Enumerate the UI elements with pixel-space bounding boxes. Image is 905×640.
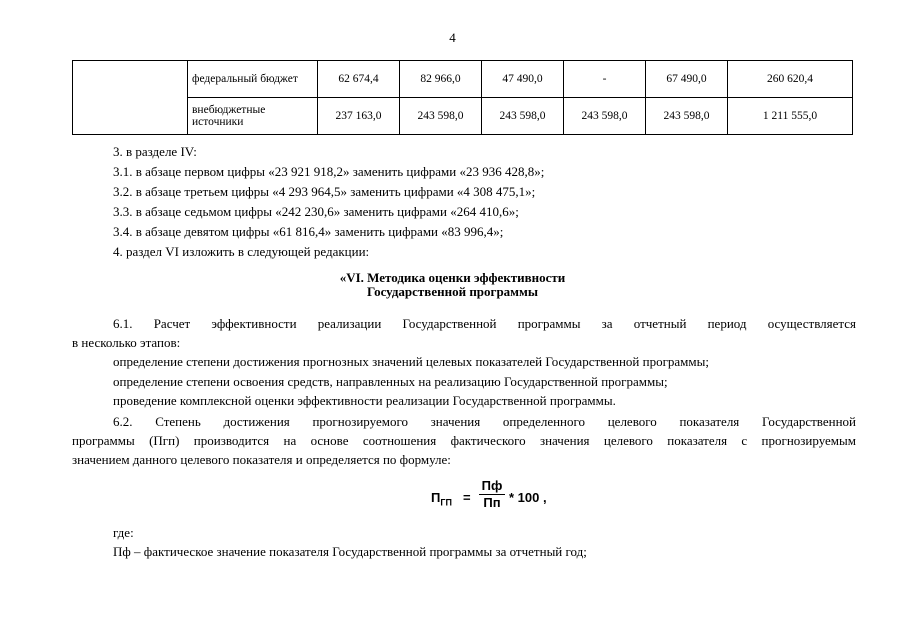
table-cell: 243 598,0 — [400, 98, 482, 135]
table-cell: 243 598,0 — [646, 98, 728, 135]
budget-table — [72, 60, 853, 135]
table-cell: 1 211 555,0 — [728, 98, 853, 135]
formula-lhs-subscript: ГП — [440, 497, 452, 508]
section-heading: Государственной программы — [366, 284, 539, 299]
table-cell: 237 163,0 — [318, 98, 400, 135]
formula-lhs-symbol: П — [431, 490, 441, 505]
table-row — [73, 98, 853, 135]
table-cell: 67 490,0 — [646, 61, 728, 98]
row-label: федеральный бюджет — [188, 61, 318, 98]
formula-lhs — [431, 490, 452, 508]
stage-item: определение степени достижения прогнозных значений целевых показателей Государственной программы; — [113, 354, 709, 369]
paragraph-line: 6.2. Степень достижения прогнозируемого значения определенного целевого показателя Государственной — [113, 414, 856, 429]
table-cell: 62 674,4 — [318, 61, 400, 98]
amendment-item: 3.2. в абзаце третьем цифры «4 293 964,5» заменить цифрами «4 308 475,1»; — [113, 184, 536, 199]
formula-rhs: * 100 , — [509, 490, 547, 505]
page-number: 4 — [449, 30, 456, 45]
paragraph-line: значением данного целевого показателя и определяется по формуле: — [72, 452, 451, 467]
table-cell: 243 598,0 — [482, 98, 564, 135]
amendment-item: 3.1. в абзаце первом цифры «23 921 918,2» заменить цифрами «23 936 428,8»; — [113, 164, 545, 179]
definition-pf: Пф – фактическое значение показателя Государственной программы за отчетный год; — [113, 544, 587, 559]
table-cell: 260 620,4 — [728, 61, 853, 98]
formula-fraction — [479, 478, 505, 511]
paragraph-line: 6.1. Расчет эффективности реализации Государственной программы за отчетный период осуществляется — [113, 316, 856, 331]
table-row — [73, 61, 853, 98]
where-label: где: — [113, 525, 134, 540]
stage-item: проведение комплексной оценки эффективности реализации Государственной программы. — [113, 393, 616, 408]
paragraph-6-2 — [72, 412, 856, 469]
paragraph-6-1 — [72, 314, 856, 352]
table-cell: - — [564, 61, 646, 98]
table-cell: 47 490,0 — [482, 61, 564, 98]
table-cell: 243 598,0 — [564, 98, 646, 135]
amendment-item: 4. раздел VI изложить в следующей редакции: — [113, 244, 370, 259]
row-label: внебюджетные источники — [188, 98, 318, 135]
empty-cell — [73, 61, 188, 135]
amendment-item: 3. в разделе IV: — [113, 144, 197, 159]
amendment-item: 3.3. в абзаце седьмом цифры «242 230,6» заменить цифрами «264 410,6»; — [113, 204, 519, 219]
amendment-item: 3.4. в абзаце девятом цифры «61 816,4» заменить цифрами «83 996,4»; — [113, 224, 504, 239]
section-heading: «VI. Методика оценки эффективности — [339, 270, 566, 285]
table-cell: 82 966,0 — [400, 61, 482, 98]
stage-item: определение степени освоения средств, направленных на реализацию Государственной программы; — [113, 374, 668, 389]
formula-denominator: Пп — [483, 495, 501, 510]
paragraph-line: в несколько этапов: — [72, 335, 181, 350]
formula-equals: = — [463, 490, 471, 505]
paragraph-line: программы (Пгп) производится на основе соотношения фактического значения целевого показателя с прогнозируемым — [72, 433, 856, 448]
formula-numerator: Пф — [479, 478, 505, 495]
